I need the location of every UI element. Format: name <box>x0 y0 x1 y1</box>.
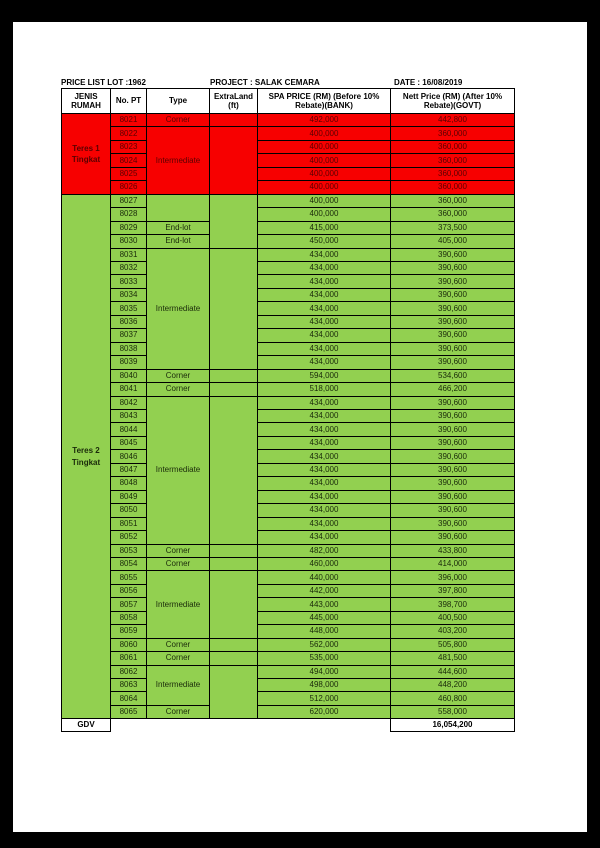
no-pt-cell: 8037 <box>111 329 147 342</box>
spa-price-cell: 440,000 <box>258 571 391 584</box>
spa-price-cell: 434,000 <box>258 477 391 490</box>
nett-price-cell: 400,500 <box>391 611 515 624</box>
extraland-cell <box>210 383 258 396</box>
spa-price-cell: 400,000 <box>258 181 391 194</box>
table-row <box>62 181 515 194</box>
no-pt-cell: 8022 <box>111 127 147 140</box>
table-row <box>62 235 515 248</box>
spa-price-cell: 400,000 <box>258 140 391 153</box>
type-cell <box>147 194 210 221</box>
spa-price-cell: 460,000 <box>258 557 391 570</box>
table-row <box>62 517 515 530</box>
col-spa-price: SPA PRICE (RM) (Before 10% Rebate)(BANK) <box>258 89 391 114</box>
table-row <box>62 544 515 557</box>
spa-price-cell: 448,000 <box>258 625 391 638</box>
spa-price-cell: 434,000 <box>258 275 391 288</box>
spa-price-cell: 512,000 <box>258 692 391 705</box>
gdv-label: GDV <box>62 719 111 732</box>
nett-price-cell: 390,600 <box>391 356 515 369</box>
table-row <box>62 383 515 396</box>
no-pt-cell: 8060 <box>111 638 147 651</box>
table-row <box>62 356 515 369</box>
type-cell: Corner <box>147 638 210 651</box>
no-pt-cell: 8057 <box>111 598 147 611</box>
type-cell: Corner <box>147 705 210 718</box>
nett-price-cell: 398,700 <box>391 598 515 611</box>
no-pt-cell: 8044 <box>111 423 147 436</box>
table-row <box>62 436 515 449</box>
table-row <box>62 638 515 651</box>
extraland-cell <box>210 638 258 651</box>
nett-price-cell: 390,600 <box>391 436 515 449</box>
table-row <box>62 127 515 140</box>
type-cell: Corner <box>147 557 210 570</box>
no-pt-cell: 8030 <box>111 235 147 248</box>
no-pt-cell: 8042 <box>111 396 147 409</box>
nett-price-cell: 558,000 <box>391 705 515 718</box>
table-row <box>62 625 515 638</box>
no-pt-cell: 8045 <box>111 436 147 449</box>
type-cell: Corner <box>147 369 210 382</box>
type-cell: Intermediate <box>147 127 210 194</box>
nett-price-cell: 390,600 <box>391 504 515 517</box>
spa-price-cell: 434,000 <box>258 490 391 503</box>
table-row <box>62 140 515 153</box>
extraland-cell <box>210 248 258 369</box>
no-pt-cell: 8032 <box>111 261 147 274</box>
no-pt-cell: 8047 <box>111 463 147 476</box>
spa-price-cell: 445,000 <box>258 611 391 624</box>
type-cell: Corner <box>147 544 210 557</box>
type-cell: Intermediate <box>147 248 210 369</box>
spa-price-cell: 434,000 <box>258 504 391 517</box>
nett-price-cell: 390,600 <box>391 477 515 490</box>
no-pt-cell: 8028 <box>111 208 147 221</box>
lot-label: PRICE LIST LOT :1962 <box>61 78 146 87</box>
spa-price-cell: 434,000 <box>258 463 391 476</box>
gdv-spacer <box>111 719 391 732</box>
nett-price-cell: 396,000 <box>391 571 515 584</box>
spa-price-cell: 434,000 <box>258 396 391 409</box>
table-row <box>62 302 515 315</box>
table-row <box>62 705 515 718</box>
nett-price-cell: 390,600 <box>391 329 515 342</box>
nett-price-cell: 390,600 <box>391 409 515 422</box>
spa-price-cell: 400,000 <box>258 127 391 140</box>
table-row <box>62 221 515 234</box>
type-cell: End-lot <box>147 235 210 248</box>
spa-price-cell: 492,000 <box>258 114 391 127</box>
no-pt-cell: 8050 <box>111 504 147 517</box>
table-row <box>62 571 515 584</box>
nett-price-cell: 360,000 <box>391 194 515 207</box>
no-pt-cell: 8063 <box>111 679 147 692</box>
spa-price-cell: 434,000 <box>258 409 391 422</box>
extraland-cell <box>210 396 258 544</box>
extraland-cell <box>210 544 258 557</box>
no-pt-cell: 8052 <box>111 531 147 544</box>
nett-price-cell: 390,600 <box>391 423 515 436</box>
no-pt-cell: 8026 <box>111 181 147 194</box>
no-pt-cell: 8048 <box>111 477 147 490</box>
nett-price-cell: 390,600 <box>391 342 515 355</box>
table-row <box>62 692 515 705</box>
nett-price-cell: 390,600 <box>391 396 515 409</box>
nett-price-cell: 481,500 <box>391 652 515 665</box>
nett-price-cell: 360,000 <box>391 127 515 140</box>
table-row <box>62 463 515 476</box>
type-cell: Intermediate <box>147 571 210 638</box>
no-pt-cell: 8043 <box>111 409 147 422</box>
nett-price-cell: 390,600 <box>391 517 515 530</box>
type-cell: Intermediate <box>147 665 210 705</box>
nett-price-cell: 444,600 <box>391 665 515 678</box>
type-cell: Corner <box>147 114 210 127</box>
extraland-cell <box>210 127 258 194</box>
no-pt-cell: 8034 <box>111 288 147 301</box>
nett-price-cell: 442,800 <box>391 114 515 127</box>
spa-price-cell: 518,000 <box>258 383 391 396</box>
nett-price-cell: 403,200 <box>391 625 515 638</box>
extraland-cell <box>210 194 258 248</box>
table-row <box>62 598 515 611</box>
table-row <box>62 167 515 180</box>
no-pt-cell: 8040 <box>111 369 147 382</box>
table-row <box>62 248 515 261</box>
table-row <box>62 450 515 463</box>
nett-price-cell: 534,600 <box>391 369 515 382</box>
no-pt-cell: 8056 <box>111 584 147 597</box>
nett-price-cell: 390,600 <box>391 248 515 261</box>
spa-price-cell: 434,000 <box>258 261 391 274</box>
spa-price-cell: 434,000 <box>258 531 391 544</box>
spa-price-cell: 434,000 <box>258 423 391 436</box>
no-pt-cell: 8038 <box>111 342 147 355</box>
nett-price-cell: 448,200 <box>391 679 515 692</box>
nett-price-cell: 390,600 <box>391 463 515 476</box>
col-nett-price: Nett Price (RM) (After 10% Rebate)(GOVT) <box>391 89 515 114</box>
type-cell: Corner <box>147 383 210 396</box>
no-pt-cell: 8046 <box>111 450 147 463</box>
spa-price-cell: 620,000 <box>258 705 391 718</box>
spa-price-cell: 442,000 <box>258 584 391 597</box>
nett-price-cell: 390,600 <box>391 288 515 301</box>
project-label: PROJECT : SALAK CEMARA <box>210 78 320 87</box>
nett-price-cell: 360,000 <box>391 181 515 194</box>
table-row <box>62 315 515 328</box>
spa-price-cell: 434,000 <box>258 248 391 261</box>
no-pt-cell: 8051 <box>111 517 147 530</box>
table-row <box>62 584 515 597</box>
no-pt-cell: 8024 <box>111 154 147 167</box>
col-type: Type <box>147 89 210 114</box>
nett-price-cell: 505,800 <box>391 638 515 651</box>
col-jenis-rumah: JENIS RUMAH <box>62 89 111 114</box>
spa-price-cell: 400,000 <box>258 208 391 221</box>
no-pt-cell: 8029 <box>111 221 147 234</box>
header-row <box>62 89 515 114</box>
no-pt-cell: 8036 <box>111 315 147 328</box>
nett-price-cell: 460,800 <box>391 692 515 705</box>
table-row <box>62 208 515 221</box>
extraland-cell <box>210 652 258 665</box>
no-pt-cell: 8065 <box>111 705 147 718</box>
spa-price-cell: 434,000 <box>258 450 391 463</box>
no-pt-cell: 8058 <box>111 611 147 624</box>
no-pt-cell: 8033 <box>111 275 147 288</box>
date-label: DATE : 16/08/2019 <box>394 78 463 87</box>
extraland-cell <box>210 665 258 719</box>
nett-price-cell: 433,800 <box>391 544 515 557</box>
no-pt-cell: 8049 <box>111 490 147 503</box>
extraland-cell <box>210 557 258 570</box>
no-pt-cell: 8059 <box>111 625 147 638</box>
table-row <box>62 490 515 503</box>
nett-price-cell: 390,600 <box>391 261 515 274</box>
spa-price-cell: 443,000 <box>258 598 391 611</box>
spa-price-cell: 400,000 <box>258 154 391 167</box>
no-pt-cell: 8023 <box>111 140 147 153</box>
nett-price-cell: 360,000 <box>391 140 515 153</box>
no-pt-cell: 8064 <box>111 692 147 705</box>
extraland-cell <box>210 369 258 382</box>
table-row <box>62 261 515 274</box>
nett-price-cell: 390,600 <box>391 315 515 328</box>
table-row <box>62 423 515 436</box>
nett-price-cell: 373,500 <box>391 221 515 234</box>
spa-price-cell: 450,000 <box>258 235 391 248</box>
table-row <box>62 275 515 288</box>
table-row <box>62 342 515 355</box>
table-row <box>62 409 515 422</box>
spa-price-cell: 434,000 <box>258 288 391 301</box>
nett-price-cell: 390,600 <box>391 275 515 288</box>
nett-price-cell: 405,000 <box>391 235 515 248</box>
table-row <box>62 504 515 517</box>
spa-price-cell: 482,000 <box>258 544 391 557</box>
nett-price-cell: 397,800 <box>391 584 515 597</box>
table-row <box>62 679 515 692</box>
table-row <box>62 329 515 342</box>
no-pt-cell: 8062 <box>111 665 147 678</box>
no-pt-cell: 8025 <box>111 167 147 180</box>
gdv-value: 16,054,200 <box>391 719 515 732</box>
spa-price-cell: 494,000 <box>258 665 391 678</box>
table-row <box>62 665 515 678</box>
nett-price-cell: 466,200 <box>391 383 515 396</box>
nett-price-cell: 390,600 <box>391 490 515 503</box>
nett-price-cell: 360,000 <box>391 154 515 167</box>
type-cell: Intermediate <box>147 396 210 544</box>
nett-price-cell: 390,600 <box>391 302 515 315</box>
spa-price-cell: 400,000 <box>258 167 391 180</box>
no-pt-cell: 8027 <box>111 194 147 207</box>
no-pt-cell: 8041 <box>111 383 147 396</box>
spa-price-cell: 434,000 <box>258 342 391 355</box>
no-pt-cell: 8039 <box>111 356 147 369</box>
table-row <box>62 611 515 624</box>
no-pt-cell: 8055 <box>111 571 147 584</box>
extraland-cell <box>210 114 258 127</box>
no-pt-cell: 8031 <box>111 248 147 261</box>
spa-price-cell: 594,000 <box>258 369 391 382</box>
gdv-row <box>62 719 515 732</box>
jenis-rumah-cell: Teres 2 Tingkat <box>62 194 111 719</box>
table-row <box>62 531 515 544</box>
no-pt-cell: 8054 <box>111 557 147 570</box>
spa-price-cell: 400,000 <box>258 194 391 207</box>
table-row <box>62 369 515 382</box>
nett-price-cell: 360,000 <box>391 208 515 221</box>
nett-price-cell: 390,600 <box>391 531 515 544</box>
spa-price-cell: 434,000 <box>258 356 391 369</box>
extraland-cell <box>210 571 258 638</box>
spa-price-cell: 434,000 <box>258 315 391 328</box>
spa-price-cell: 434,000 <box>258 436 391 449</box>
spa-price-cell: 434,000 <box>258 302 391 315</box>
table-row <box>62 154 515 167</box>
no-pt-cell: 8021 <box>111 114 147 127</box>
table-row <box>62 557 515 570</box>
col-no-pt: No. PT <box>111 89 147 114</box>
table-row <box>62 288 515 301</box>
table-row <box>62 194 515 207</box>
no-pt-cell: 8053 <box>111 544 147 557</box>
table-row <box>62 477 515 490</box>
no-pt-cell: 8061 <box>111 652 147 665</box>
spa-price-cell: 562,000 <box>258 638 391 651</box>
type-cell: Corner <box>147 652 210 665</box>
spa-price-cell: 498,000 <box>258 679 391 692</box>
table-row <box>62 114 515 127</box>
table-row <box>62 652 515 665</box>
no-pt-cell: 8035 <box>111 302 147 315</box>
spa-price-cell: 415,000 <box>258 221 391 234</box>
nett-price-cell: 414,000 <box>391 557 515 570</box>
nett-price-cell: 390,600 <box>391 450 515 463</box>
nett-price-cell: 360,000 <box>391 167 515 180</box>
spa-price-cell: 434,000 <box>258 329 391 342</box>
jenis-rumah-cell: Teres 1 Tingkat <box>62 114 111 195</box>
table-row <box>62 396 515 409</box>
spa-price-cell: 434,000 <box>258 517 391 530</box>
price-table <box>61 88 515 732</box>
col-extraland: ExtraLand (ft) <box>210 89 258 114</box>
type-cell: End-lot <box>147 221 210 234</box>
spa-price-cell: 535,000 <box>258 652 391 665</box>
